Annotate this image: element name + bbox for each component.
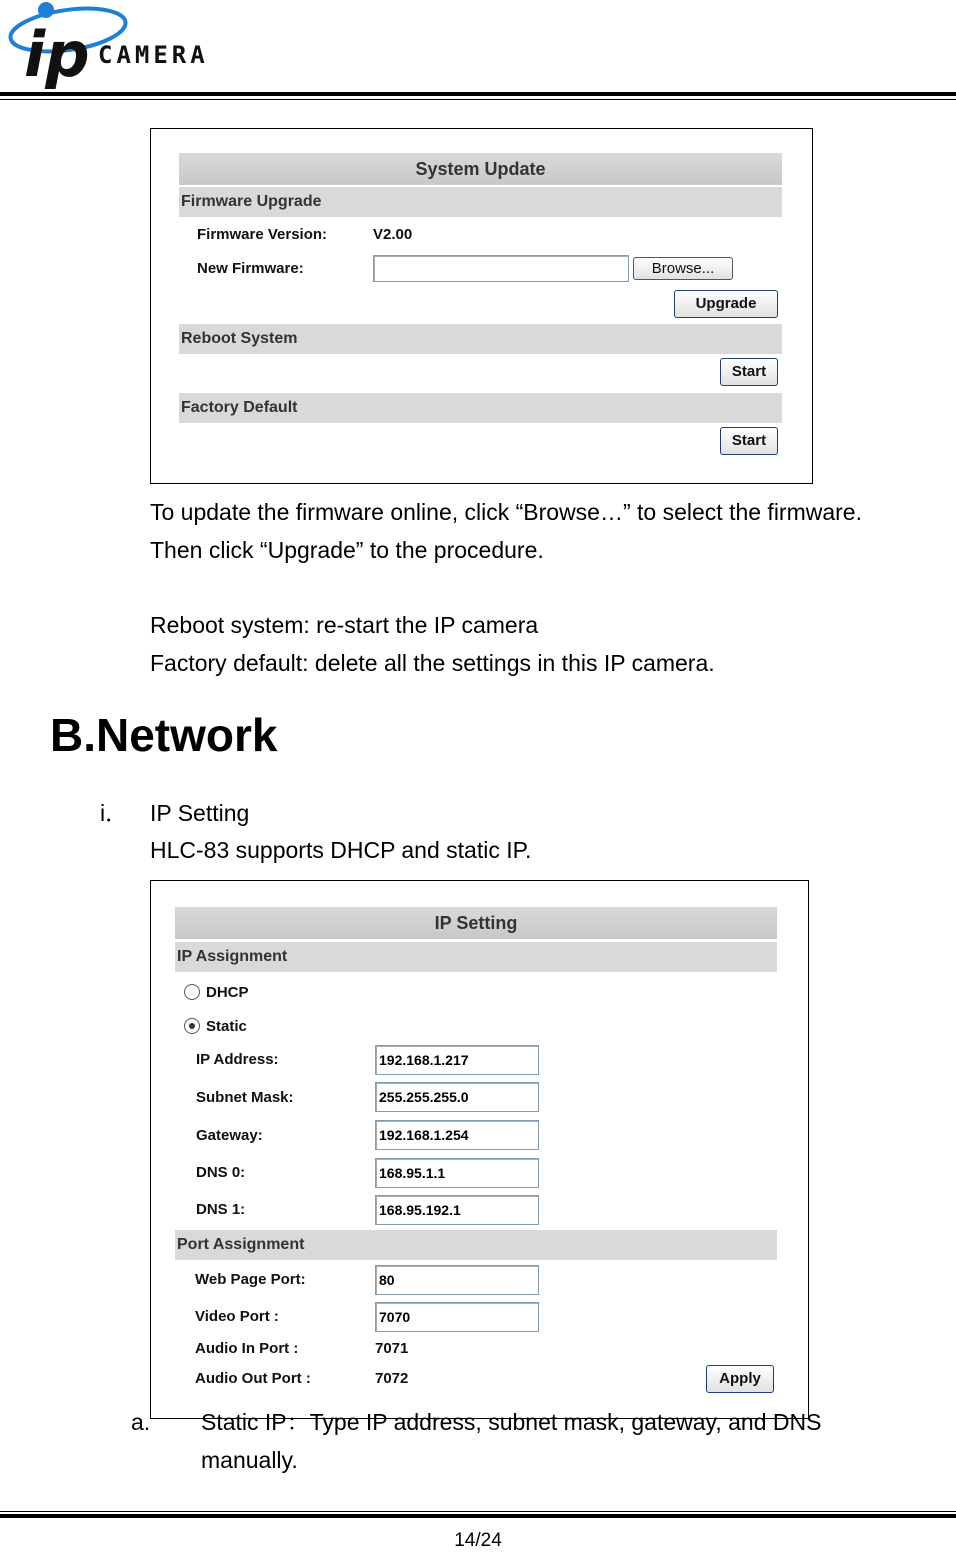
firmware-version-label: Firmware Version: — [197, 226, 328, 243]
dns0-label: DNS 0: — [196, 1164, 246, 1181]
firmware-instruction-line1: To update the firmware online, click “Browse…” to select the firmware. — [150, 499, 862, 525]
apply-button[interactable]: Apply — [706, 1365, 774, 1393]
factory-default-description: Factory default: delete all the settings in this IP camera. — [150, 650, 715, 676]
ip-address-label: IP Address: — [196, 1051, 279, 1068]
footer-rule — [0, 1514, 956, 1518]
subnet-mask-input[interactable]: 255.255.255.0 — [375, 1082, 539, 1112]
static-ip-note-line1: Static IP：Type IP address, subnet mask, gateway, and DNS — [201, 1409, 822, 1435]
ip-assignment-section: IP Assignment — [175, 942, 777, 972]
web-page-port-input[interactable]: 80 — [375, 1265, 539, 1295]
item-title: IP Setting — [150, 800, 250, 826]
factory-start-button[interactable]: Start — [720, 427, 778, 455]
dns1-input[interactable]: 168.95.192.1 — [375, 1195, 539, 1225]
subnet-mask-label: Subnet Mask: — [196, 1089, 294, 1106]
port-assignment-section: Port Assignment — [175, 1230, 777, 1260]
header-rule-thin — [0, 99, 956, 100]
audio-in-port-label: Audio In Port : — [195, 1340, 299, 1357]
new-firmware-label: New Firmware: — [197, 260, 304, 277]
dns0-input[interactable]: 168.95.1.1 — [375, 1158, 539, 1188]
browse-button[interactable]: Browse... — [633, 257, 733, 280]
ip-setting-screenshot — [150, 880, 809, 1419]
system-update-title: System Update — [179, 153, 782, 185]
ip-setting-title: IP Setting — [175, 907, 777, 939]
web-page-port-label: Web Page Port: — [195, 1271, 306, 1288]
audio-in-port-value: 7071 — [375, 1340, 409, 1357]
page-number: 14/24 — [454, 1530, 502, 1551]
video-port-input[interactable]: 7070 — [375, 1302, 539, 1332]
static-radio[interactable] — [184, 1018, 200, 1034]
svg-text:CAMERA: CAMERA — [98, 41, 209, 69]
dhcp-label: DHCP — [206, 984, 249, 1001]
firmware-upgrade-section: Firmware Upgrade — [179, 187, 782, 217]
video-port-label: Video Port : — [195, 1308, 279, 1325]
system-update-screenshot — [150, 128, 813, 484]
audio-out-port-value: 7072 — [375, 1370, 409, 1387]
note-marker: a. — [131, 1409, 151, 1435]
footer-rule-thin — [0, 1511, 956, 1512]
item-description: HLC-83 supports DHCP and static IP. — [150, 837, 532, 863]
item-marker: i． — [100, 800, 129, 826]
ip-camera-logo — [6, 0, 276, 92]
dns1-label: DNS 1: — [196, 1201, 246, 1218]
reboot-system-section: Reboot System — [179, 324, 782, 354]
static-label: Static — [206, 1018, 247, 1035]
upgrade-button[interactable]: Upgrade — [674, 290, 778, 318]
static-ip-note-line2: manually. — [201, 1447, 298, 1473]
svg-text:ip: ip — [24, 18, 90, 91]
header-rule — [0, 92, 956, 96]
dhcp-radio[interactable] — [184, 984, 200, 1000]
firmware-version-value: V2.00 — [373, 226, 413, 243]
radio-selected-dot — [189, 1023, 195, 1029]
factory-default-section: Factory Default — [179, 393, 782, 423]
gateway-label: Gateway: — [196, 1127, 263, 1144]
gateway-input[interactable]: 192.168.1.254 — [375, 1120, 539, 1150]
audio-out-port-label: Audio Out Port : — [195, 1370, 311, 1387]
ip-address-input[interactable]: 192.168.1.217 — [375, 1045, 539, 1075]
reboot-description: Reboot system: re-start the IP camera — [150, 612, 539, 638]
reboot-start-button[interactable]: Start — [720, 358, 778, 386]
section-heading: B.Network — [50, 709, 278, 761]
new-firmware-input[interactable] — [373, 255, 629, 282]
firmware-instruction-line2: Then click “Upgrade” to the procedure. — [150, 537, 544, 563]
